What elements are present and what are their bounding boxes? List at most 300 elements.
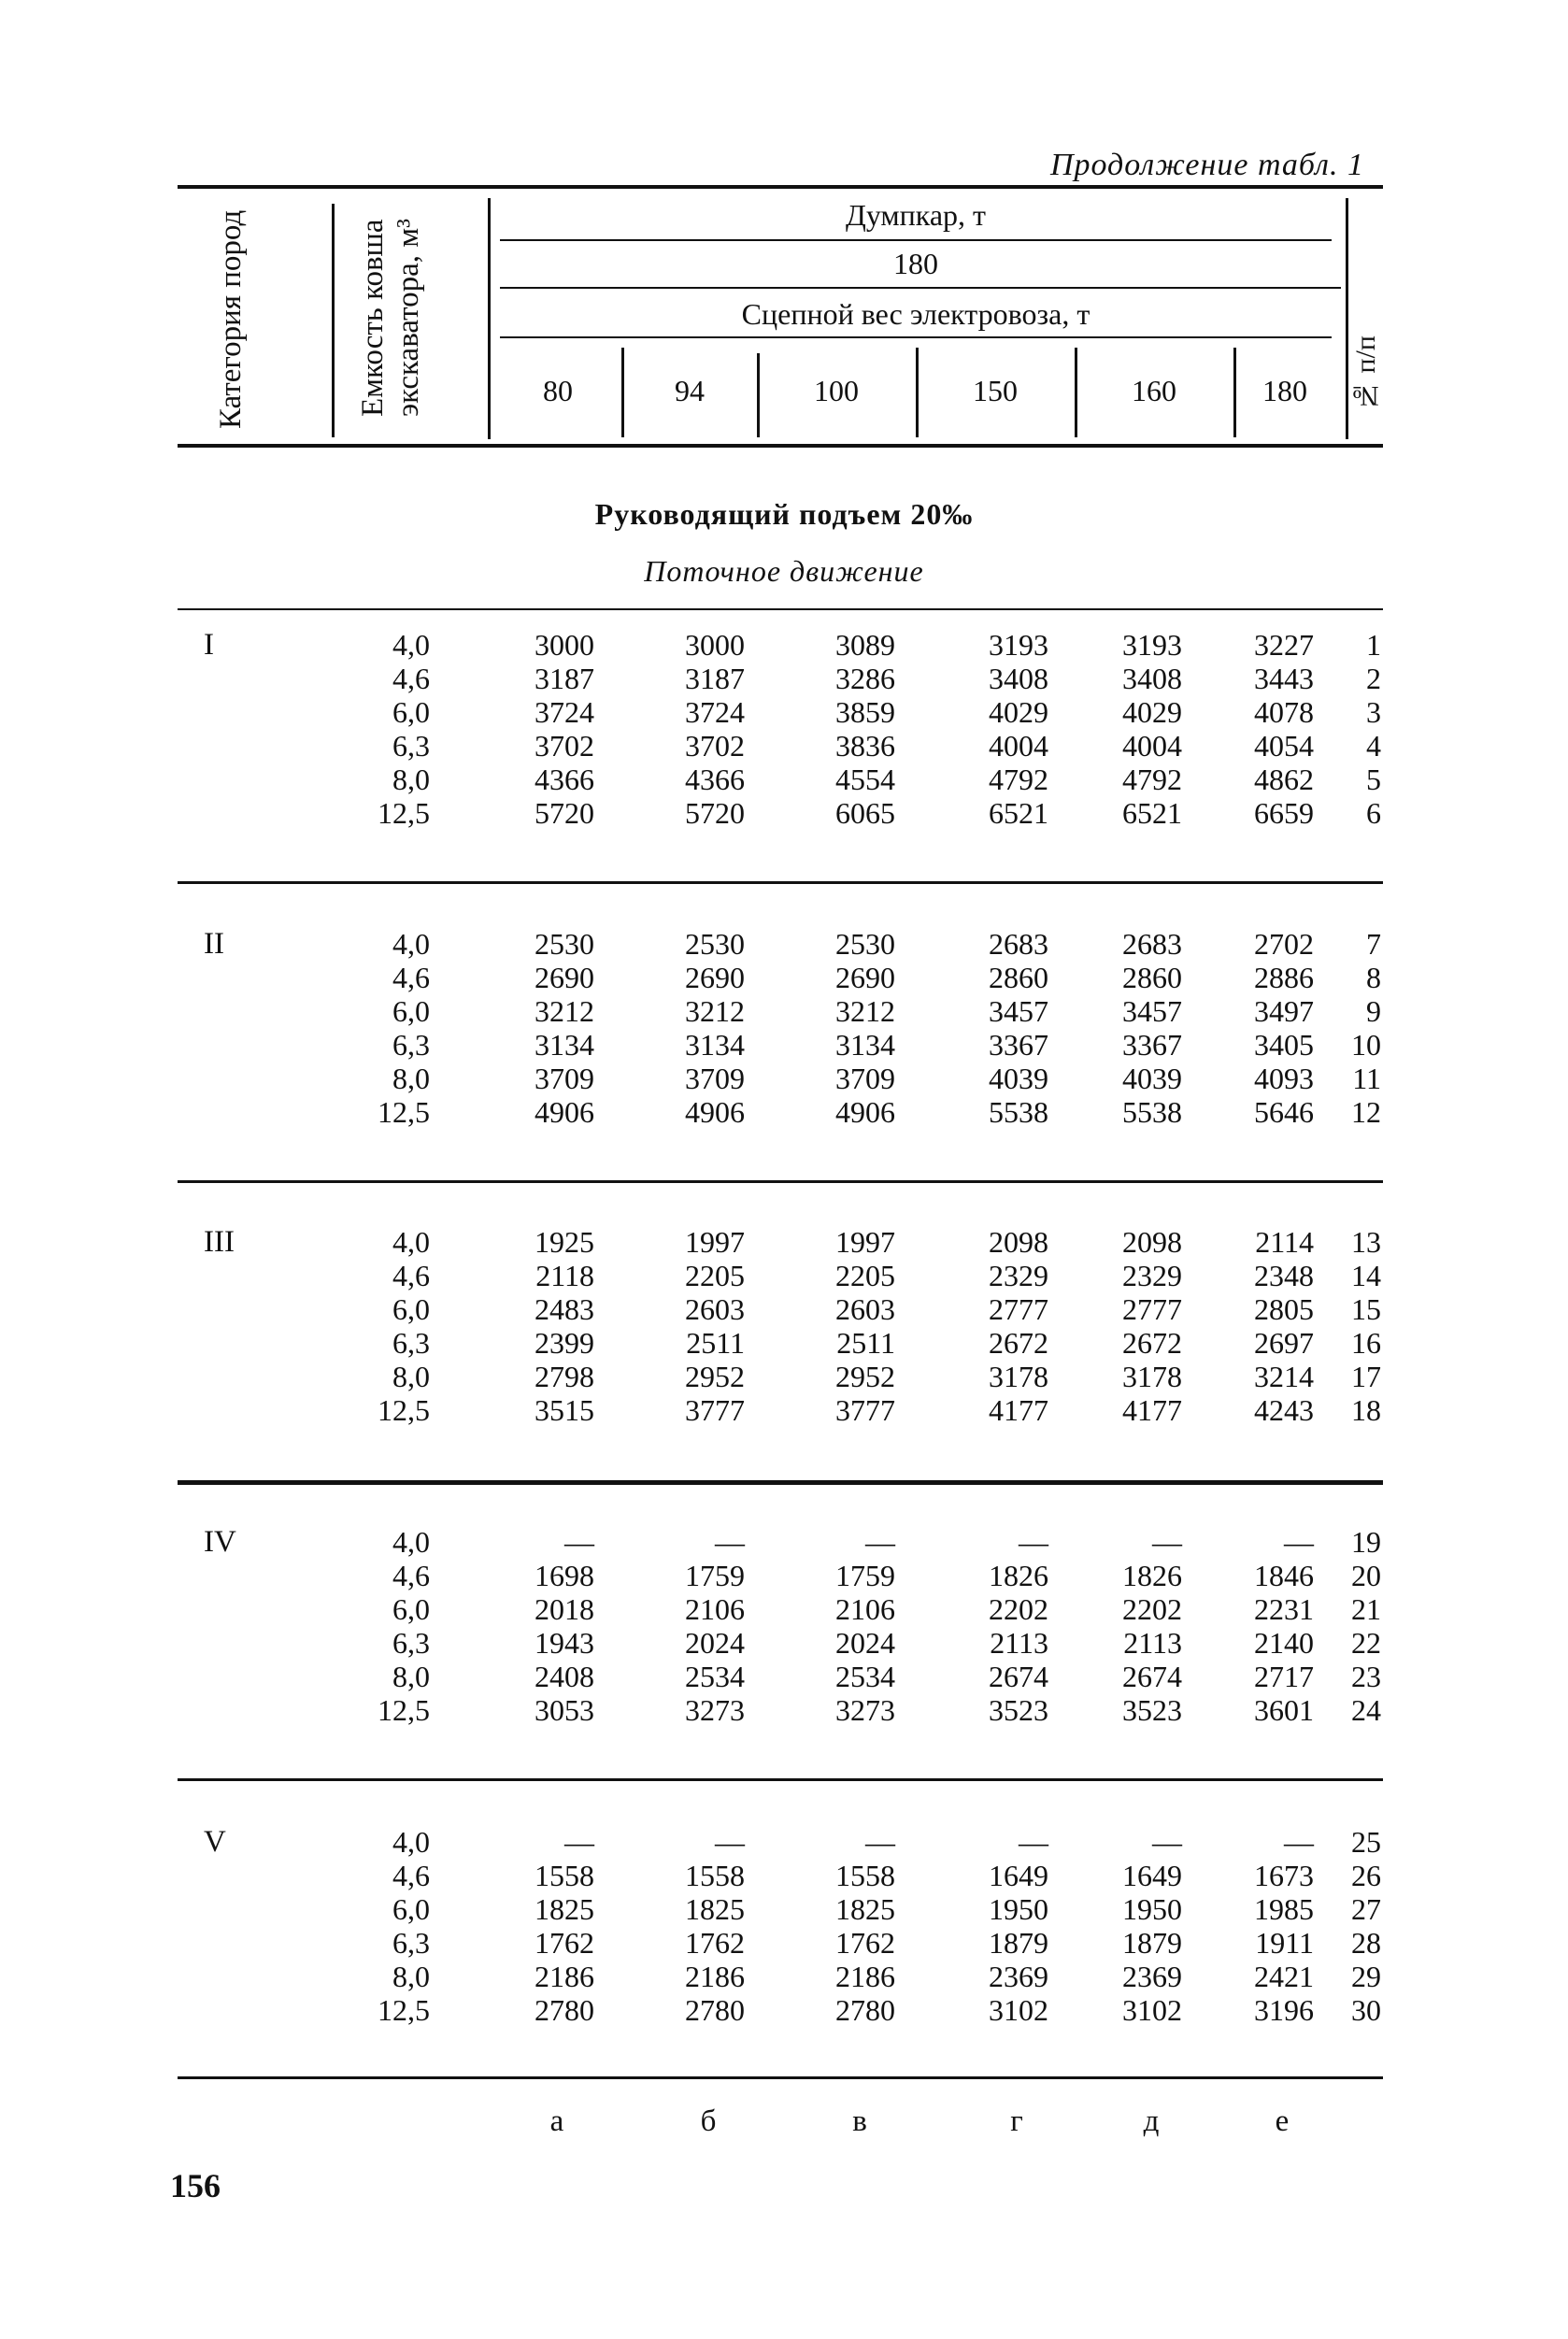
table-cell: 2683 <box>989 927 1048 961</box>
table-cell: 1950 <box>989 1892 1048 1926</box>
value-column <box>1230 1225 1314 1427</box>
column-letter-v: в <box>852 2104 867 2138</box>
row-number-cell: 18 <box>1351 1393 1381 1427</box>
weight-divider-3 <box>916 348 919 437</box>
table-cell: 2674 <box>989 1660 1048 1693</box>
table-cell: 3187 <box>535 662 594 695</box>
table-cell: 3053 <box>535 1693 594 1727</box>
table-cell: 3102 <box>1122 1993 1182 2027</box>
table-cell: 3134 <box>835 1028 895 1062</box>
table-cell: 3523 <box>989 1693 1048 1727</box>
table-cell: 2018 <box>535 1592 594 1626</box>
table-cell: 3724 <box>535 695 594 729</box>
table-cell: 5646 <box>1254 1095 1314 1129</box>
row-number-cell: 12 <box>1351 1095 1381 1129</box>
value-column <box>1098 628 1182 830</box>
table-cell: 3367 <box>989 1028 1048 1062</box>
table-cell: — <box>715 1525 745 1559</box>
table-cell: — <box>564 1525 594 1559</box>
value-column <box>811 1525 895 1727</box>
bucket-capacity-cell: 8,0 <box>392 1062 430 1095</box>
table-cell: 1558 <box>685 1859 745 1892</box>
bucket-capacity-cell: 6,3 <box>392 1028 430 1062</box>
table-cell: 3102 <box>989 1993 1048 2027</box>
value-column <box>510 1525 594 1727</box>
bucket-capacity-cell: 12,5 <box>378 1095 430 1129</box>
bucket-capacity-cell: 8,0 <box>392 1360 430 1393</box>
row-number-header: № п/п <box>1350 335 1381 412</box>
header-divider-1 <box>332 204 335 437</box>
table-cell: 2805 <box>1254 1292 1314 1326</box>
table-cell: 2530 <box>535 927 594 961</box>
table-cell: 3212 <box>835 994 895 1028</box>
bucket-capacity-cell: 6,3 <box>392 1926 430 1960</box>
bucket-capacity-cell: 6,3 <box>392 1326 430 1360</box>
group-separator-rule <box>178 1480 1383 1485</box>
table-cell: 5538 <box>1122 1095 1182 1129</box>
table-cell: 4906 <box>685 1095 745 1129</box>
table-cell: 2690 <box>535 961 594 994</box>
value-column <box>1230 628 1314 830</box>
bucket-capacity-cell: 4,6 <box>392 961 430 994</box>
bucket-capacity-cell: 4,0 <box>392 927 430 961</box>
table-cell: 2186 <box>685 1960 745 1993</box>
row-number-cell: 20 <box>1351 1559 1381 1592</box>
bucket-capacity-header: Емкость ковша экскаватора, м³ <box>356 218 425 418</box>
table-cell: 1950 <box>1122 1892 1182 1926</box>
row-number-cell: 24 <box>1351 1693 1381 1727</box>
table-cell: 4906 <box>535 1095 594 1129</box>
table-cell: 3134 <box>535 1028 594 1062</box>
table-cell: 4004 <box>989 729 1048 763</box>
category-cell: III <box>204 1225 235 1259</box>
table-cell: 6659 <box>1254 796 1314 830</box>
table-cell: 2511 <box>836 1326 895 1360</box>
table-cell: 2205 <box>835 1259 895 1292</box>
column-letter-g: г <box>1010 2104 1023 2138</box>
table-cell: 2329 <box>989 1259 1048 1292</box>
weight-160: 160 <box>1132 374 1176 407</box>
table-cell: 3000 <box>685 628 745 662</box>
value-column <box>661 927 745 1129</box>
table-cell: 3212 <box>535 994 594 1028</box>
value-column <box>661 1825 745 2027</box>
table-cell: 4177 <box>1122 1393 1182 1427</box>
bucket-capacity-cell: 4,6 <box>392 1559 430 1592</box>
value-column <box>661 628 745 830</box>
table-cell: — <box>865 1825 895 1859</box>
table-cell: 4054 <box>1254 729 1314 763</box>
table-cell: — <box>564 1825 594 1859</box>
table-cell: 1826 <box>1122 1559 1182 1592</box>
table-cell: 2231 <box>1254 1592 1314 1626</box>
table-cell: 2106 <box>685 1592 745 1626</box>
bucket-capacity-column <box>336 1825 430 2027</box>
table-cell: 2672 <box>989 1326 1048 1360</box>
dumpcar-label: Думпкар, т <box>845 198 987 232</box>
table-cell: 3777 <box>835 1393 895 1427</box>
column-letter-e: е <box>1275 2104 1290 2138</box>
section-top-rule <box>178 608 1383 610</box>
table-cell: 2777 <box>1122 1292 1182 1326</box>
category-header: Категория пород <box>214 209 248 430</box>
row-number-cell: 10 <box>1351 1028 1381 1062</box>
row-number-column <box>1325 628 1381 830</box>
row-number-cell: 25 <box>1351 1825 1381 1859</box>
section-subtitle: Поточное движение <box>644 554 924 588</box>
table-cell: 3457 <box>1122 994 1182 1028</box>
weight-divider-2 <box>757 353 760 437</box>
table-cell: 1558 <box>535 1859 594 1892</box>
value-column <box>811 628 895 830</box>
bucket-capacity-cell: 6,0 <box>392 695 430 729</box>
table-cell: 3836 <box>835 729 895 763</box>
table-cell: 2690 <box>835 961 895 994</box>
table-cell: 3497 <box>1254 994 1314 1028</box>
group-separator-rule <box>178 1180 1383 1183</box>
bucket-capacity-cell: 12,5 <box>378 1393 430 1427</box>
table-cell: 3702 <box>535 729 594 763</box>
table-cell: 2683 <box>1122 927 1182 961</box>
table-cell: 1558 <box>835 1859 895 1892</box>
table-cell: 4039 <box>989 1062 1048 1095</box>
page-number: 156 <box>170 2167 221 2204</box>
table-cell: — <box>1284 1825 1314 1859</box>
table-cell: 4177 <box>989 1393 1048 1427</box>
table-cell: 3601 <box>1254 1693 1314 1727</box>
column-letter-a: а <box>549 2104 564 2138</box>
bucket-capacity-cell: 6,3 <box>392 729 430 763</box>
table-cell: 2348 <box>1254 1259 1314 1292</box>
table-cell: — <box>865 1525 895 1559</box>
bucket-capacity-cell: 4,0 <box>392 1525 430 1559</box>
table-cell: 2114 <box>1255 1225 1314 1259</box>
value-column <box>964 1225 1048 1427</box>
table-cell: 2098 <box>989 1225 1048 1259</box>
weight-rule <box>500 336 1332 338</box>
bucket-capacity-cell: 12,5 <box>378 1693 430 1727</box>
table-cell: 1879 <box>989 1926 1048 1960</box>
value-column <box>964 628 1048 830</box>
table-cell: 2202 <box>989 1592 1048 1626</box>
table-cell: 4792 <box>989 763 1048 796</box>
row-number-cell: 1 <box>1366 628 1381 662</box>
table-cell: 1825 <box>835 1892 895 1926</box>
table-cell: 2672 <box>1122 1326 1182 1360</box>
table-caption: Продолжение табл. 1 <box>1049 148 1364 182</box>
row-number-cell: 13 <box>1351 1225 1381 1259</box>
table-cell: 3408 <box>1122 662 1182 695</box>
table-cell: 6065 <box>835 796 895 830</box>
table-cell: 6521 <box>989 796 1048 830</box>
weight-divider-4 <box>1075 348 1077 437</box>
table-cell: 2534 <box>835 1660 895 1693</box>
row-number-cell: 8 <box>1366 961 1381 994</box>
row-number-cell: 14 <box>1351 1259 1381 1292</box>
weight-150: 150 <box>973 374 1018 407</box>
value-column <box>1098 1525 1182 1727</box>
value-column <box>510 628 594 830</box>
row-number-cell: 9 <box>1366 994 1381 1028</box>
table-cell: 2399 <box>535 1326 594 1360</box>
table-cell: 2780 <box>835 1993 895 2027</box>
header-bottom-rule <box>178 444 1383 448</box>
row-number-cell: 5 <box>1366 763 1381 796</box>
row-number-cell: 29 <box>1351 1960 1381 1993</box>
table-cell: — <box>715 1825 745 1859</box>
table-cell: 1698 <box>535 1559 594 1592</box>
row-number-cell: 19 <box>1351 1525 1381 1559</box>
table-cell: 1762 <box>685 1926 745 1960</box>
table-cell: 1825 <box>535 1892 594 1926</box>
table-cell: 3134 <box>685 1028 745 1062</box>
table-cell: 2697 <box>1254 1326 1314 1360</box>
row-number-cell: 2 <box>1366 662 1381 695</box>
bucket-capacity-cell: 6,3 <box>392 1626 430 1660</box>
value-column <box>964 1825 1048 2027</box>
table-cell: 3777 <box>685 1393 745 1427</box>
value-column <box>1098 1825 1182 2027</box>
group-separator-rule <box>178 2076 1383 2079</box>
table-cell: 1673 <box>1254 1859 1314 1892</box>
table-cell: 3859 <box>835 695 895 729</box>
table-cell: 1985 <box>1254 1892 1314 1926</box>
table-cell: 4039 <box>1122 1062 1182 1095</box>
table-cell: 2098 <box>1122 1225 1182 1259</box>
table-cell: 2113 <box>990 1626 1048 1660</box>
table-cell: 2603 <box>835 1292 895 1326</box>
table-cell: 3214 <box>1254 1360 1314 1393</box>
row-number-column <box>1325 927 1381 1129</box>
table-cell: 2886 <box>1254 961 1314 994</box>
value-column <box>811 1825 895 2027</box>
table-cell: 4366 <box>685 763 745 796</box>
table-cell: 2860 <box>989 961 1048 994</box>
table-cell: 3367 <box>1122 1028 1182 1062</box>
bucket-capacity-cell: 4,0 <box>392 1225 430 1259</box>
column-letter-b: б <box>700 2104 717 2138</box>
table-cell: 1825 <box>685 1892 745 1926</box>
table-cell: 2690 <box>685 961 745 994</box>
bucket-capacity-cell: 12,5 <box>378 1993 430 2027</box>
dumpcar-rule <box>500 239 1332 241</box>
table-cell: 3196 <box>1254 1993 1314 2027</box>
bucket-capacity-cell: 4,0 <box>392 628 430 662</box>
value-column <box>1098 1225 1182 1427</box>
value-column <box>661 1225 745 1427</box>
group-separator-rule <box>178 881 1383 884</box>
table-cell: 3523 <box>1122 1693 1182 1727</box>
table-cell: 5720 <box>685 796 745 830</box>
row-number-cell: 7 <box>1366 927 1381 961</box>
table-cell: 2717 <box>1254 1660 1314 1693</box>
dumpcar-value: 180 <box>893 247 938 280</box>
row-number-cell: 11 <box>1352 1062 1381 1095</box>
value-column <box>510 1825 594 2027</box>
bucket-capacity-cell: 8,0 <box>392 1960 430 1993</box>
value-column <box>1098 927 1182 1129</box>
table-cell: 1879 <box>1122 1926 1182 1960</box>
table-cell: 1759 <box>835 1559 895 1592</box>
table-cell: — <box>1019 1825 1048 1859</box>
value-column <box>510 927 594 1129</box>
table-cell: 1997 <box>835 1225 895 1259</box>
table-cell: 2952 <box>685 1360 745 1393</box>
table-cell: 3724 <box>685 695 745 729</box>
table-cell: 2780 <box>535 1993 594 2027</box>
value-column <box>510 1225 594 1427</box>
value-column <box>661 1525 745 1727</box>
table-cell: 3178 <box>1122 1360 1182 1393</box>
table-cell: 2118 <box>535 1259 594 1292</box>
table-cell: 4078 <box>1254 695 1314 729</box>
table-cell: 4093 <box>1254 1062 1314 1095</box>
bucket-capacity-cell: 8,0 <box>392 1660 430 1693</box>
table-cell: 2952 <box>835 1360 895 1393</box>
table-cell: 2186 <box>535 1960 594 1993</box>
table-cell: 2860 <box>1122 961 1182 994</box>
table-cell: 1846 <box>1254 1559 1314 1592</box>
table-cell: 1762 <box>535 1926 594 1960</box>
table-cell: — <box>1152 1825 1182 1859</box>
value-column <box>1230 1525 1314 1727</box>
table-cell: — <box>1152 1525 1182 1559</box>
table-cell: 2534 <box>685 1660 745 1693</box>
table-cell: 6521 <box>1122 796 1182 830</box>
table-cell: 3178 <box>989 1360 1048 1393</box>
table-cell: 3187 <box>685 662 745 695</box>
bucket-capacity-column <box>336 1225 430 1427</box>
category-cell: IV <box>204 1525 236 1559</box>
category-cell: V <box>204 1825 226 1859</box>
row-number-cell: 21 <box>1351 1592 1381 1626</box>
table-cell: 2186 <box>835 1960 895 1993</box>
column-letter-d: д <box>1143 2104 1160 2138</box>
table-cell: 1649 <box>1122 1859 1182 1892</box>
bucket-capacity-cell: 6,0 <box>392 1292 430 1326</box>
table-cell: 2024 <box>685 1626 745 1660</box>
row-number-column <box>1325 1525 1381 1727</box>
weight-94: 94 <box>675 374 705 407</box>
row-number-cell: 16 <box>1351 1326 1381 1360</box>
table-cell: 3089 <box>835 628 895 662</box>
table-cell: 3443 <box>1254 662 1314 695</box>
table-cell: 3457 <box>989 994 1048 1028</box>
row-number-cell: 22 <box>1351 1626 1381 1660</box>
table-cell: 3515 <box>535 1393 594 1427</box>
table-cell: 3408 <box>989 662 1048 695</box>
table-cell: 3286 <box>835 662 895 695</box>
value-column <box>964 1525 1048 1727</box>
table-cell: 2603 <box>685 1292 745 1326</box>
table-cell: 3193 <box>989 628 1048 662</box>
table-cell: 2408 <box>535 1660 594 1693</box>
value-column <box>1230 1825 1314 2027</box>
bucket-capacity-cell: 4,6 <box>392 662 430 695</box>
table-cell: 2674 <box>1122 1660 1182 1693</box>
table-cell: 3193 <box>1122 628 1182 662</box>
header-divider-2 <box>488 198 491 439</box>
weight-100: 100 <box>814 374 859 407</box>
table-cell: 4862 <box>1254 763 1314 796</box>
table-cell: 3212 <box>685 994 745 1028</box>
table-cell: 3709 <box>535 1062 594 1095</box>
row-number-cell: 15 <box>1351 1292 1381 1326</box>
table-cell: 2798 <box>535 1360 594 1393</box>
bucket-capacity-column <box>336 1525 430 1727</box>
bucket-capacity-cell: 4,6 <box>392 1859 430 1892</box>
weight-label: Сцепной вес электровоза, т <box>741 297 1090 331</box>
category-cell: I <box>204 628 214 662</box>
table-cell: 2530 <box>835 927 895 961</box>
section-title: Руководящий подъем 20‰ <box>594 497 974 531</box>
table-cell: 4029 <box>989 695 1048 729</box>
row-number-cell: 30 <box>1351 1993 1381 2027</box>
value-column <box>811 927 895 1129</box>
table-cell: 2530 <box>685 927 745 961</box>
row-number-cell: 28 <box>1351 1926 1381 1960</box>
table-cell: 1649 <box>989 1859 1048 1892</box>
row-number-cell: 17 <box>1351 1360 1381 1393</box>
value-column <box>811 1225 895 1427</box>
table-cell: 2780 <box>685 1993 745 2027</box>
bucket-capacity-cell: 4,0 <box>392 1825 430 1859</box>
table-cell: 5720 <box>535 796 594 830</box>
group-separator-rule <box>178 1778 1383 1781</box>
dumpcar-value-rule <box>500 287 1341 289</box>
value-column <box>964 927 1048 1129</box>
table-cell: 1762 <box>835 1926 895 1960</box>
table-cell: 2369 <box>1122 1960 1182 1993</box>
table-cell: 1943 <box>535 1626 594 1660</box>
row-number-cell: 4 <box>1366 729 1381 763</box>
table-cell: 1826 <box>989 1559 1048 1592</box>
table-cell: 3709 <box>685 1062 745 1095</box>
table-cell: 1759 <box>685 1559 745 1592</box>
table-cell: 2106 <box>835 1592 895 1626</box>
weight-80: 80 <box>543 374 573 407</box>
table-cell: 2702 <box>1254 927 1314 961</box>
weight-divider-1 <box>621 348 624 437</box>
table-cell: 3273 <box>685 1693 745 1727</box>
row-number-cell: 3 <box>1366 695 1381 729</box>
table-cell: 3000 <box>535 628 594 662</box>
header-top-rule <box>178 185 1383 189</box>
table-cell: — <box>1019 1525 1048 1559</box>
bucket-capacity-column <box>336 927 430 1129</box>
row-number-cell: 26 <box>1351 1859 1381 1892</box>
table-cell: 4029 <box>1122 695 1182 729</box>
table-cell: 2205 <box>685 1259 745 1292</box>
table-cell: 2113 <box>1123 1626 1182 1660</box>
table-cell: 2024 <box>835 1626 895 1660</box>
bucket-capacity-cell: 12,5 <box>378 796 430 830</box>
table-cell: 2421 <box>1254 1960 1314 1993</box>
bucket-capacity-column <box>336 628 430 830</box>
row-number-column <box>1325 1825 1381 2027</box>
bucket-capacity-cell: 4,6 <box>392 1259 430 1292</box>
category-cell: II <box>204 927 224 961</box>
table-cell: 2140 <box>1254 1626 1314 1660</box>
table-cell: 2369 <box>989 1960 1048 1993</box>
table-cell: 4792 <box>1122 763 1182 796</box>
row-number-cell: 27 <box>1351 1892 1381 1926</box>
table-cell: 5538 <box>989 1095 1048 1129</box>
table-cell: 3405 <box>1254 1028 1314 1062</box>
row-number-cell: 23 <box>1351 1660 1381 1693</box>
table-cell: 1997 <box>685 1225 745 1259</box>
row-number-cell: 6 <box>1366 796 1381 830</box>
